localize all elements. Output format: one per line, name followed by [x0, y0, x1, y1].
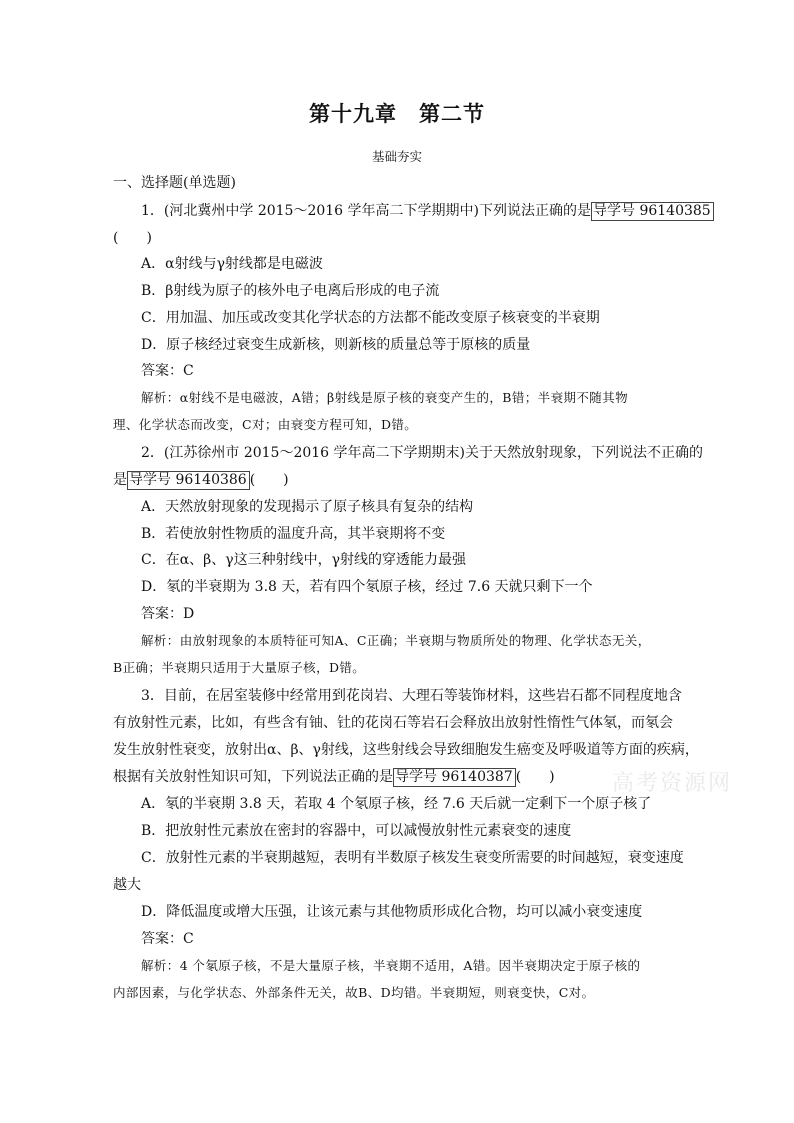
section-heading: 一、选择题(单选题): [113, 175, 236, 191]
question-3-stem-cont: 根据有关放射性知识可知，下列说法正确的是 导学号 96140387 ( ): [113, 769, 555, 785]
answer: 答案：C: [141, 931, 194, 947]
answer: 答案：C: [141, 363, 194, 379]
option: B．若使放射性物质的温度升高，其半衰期将不变: [141, 526, 446, 542]
option: D．氡的半衰期为 3.8 天，若有四个氡原子核，经过 7.6 天就只剩下一个: [141, 579, 593, 595]
option: D．降低温度或增大压强，让该元素与其他物质形成化合物，均可以减小衰变速度: [141, 904, 643, 920]
option: B．把放射性元素放在密封的容器中，可以减慢放射性元素衰变的速度: [141, 823, 572, 839]
option: A．氡的半衰期 3.8 天，若取 4 个氡原子核，经 7.6 天后就一定剩下一个原子核了: [141, 796, 652, 812]
question-1-stem: 1．(河北冀州中学 2015～2016 学年高二下学期期中)下列说法正确的是 导学号 96140385: [141, 203, 714, 219]
explanation: 解析：由放射现象的本质特征可知A、C正确；半衰期与物质所处的物理、化学状态无关，: [141, 633, 651, 648]
explanation: B正确；半衰期只适用于大量原子核，D错。: [113, 660, 366, 675]
explanation: 解析：4 个氡原子核，不是大量原子核，半衰期不适用，A错。因半衰期决定于原子核的: [141, 958, 641, 973]
option-cont: 越大: [113, 877, 141, 893]
option: D．原子核经过衰变生成新核，则新核的质量总等于原核的质量: [141, 337, 531, 353]
watermark: 高考资源网: [612, 771, 733, 796]
question-3-stem-cont: 发生放射性衰变，放射出α、β、γ射线，这些射线会导致细胞发生癌变及呼吸道等方面的疾病，: [113, 742, 699, 758]
page-title: 第十九章 第二节: [309, 101, 485, 126]
guide-number-tag: 导学号 96140386: [127, 471, 250, 490]
option: C．放射性元素的半衰期越短，表明有半数原子核发生衰变所需要的时间越短，衰变速度: [141, 850, 684, 866]
option: A．α射线与γ射线都是电磁波: [141, 256, 323, 272]
explanation: 理、化学状态而改变，C对；由衰变方程可知，D错。: [113, 417, 418, 432]
question-3-stem: 3．目前，在居室装修中经常用到花岗岩、大理石等装饰材料，这些岩石都不同程度地含: [141, 688, 682, 704]
explanation: 解析：α射线不是电磁波，A错；β射线是原子核的衰变产生的，B错；半衰期不随其物: [141, 390, 628, 405]
guide-number-tag: 导学号 96140387: [393, 768, 516, 787]
option: C．用加温、加压或改变其化学状态的方法都不能改变原子核衰变的半衰期: [141, 310, 600, 326]
guide-number-tag: 导学号 96140385: [591, 202, 714, 221]
option: C．在α、β、γ这三种射线中，γ射线的穿透能力最强: [141, 552, 466, 568]
question-2-stem-cont: 是 导学号 96140386 ( ): [113, 472, 289, 488]
section-subtitle: 基础夯实: [371, 149, 422, 164]
question-3-stem-cont: 有放射性元素，比如，有些含有铀、钍的花岗石等岩石会释放出放射性惰性气体氡，而氡会: [113, 715, 673, 731]
answer: 答案：D: [141, 606, 195, 622]
option: B．β射线为原子的核外电子电离后形成的电子流: [141, 283, 440, 299]
option: A．天然放射现象的发现揭示了原子核具有复杂的结构: [141, 499, 474, 515]
question-1-blank: ( ): [113, 230, 152, 246]
explanation: 内部因素，与化学状态、外部条件无关，故B、D均错。半衰期短，则衰变快，C对。: [113, 985, 595, 1000]
question-2-stem: 2．(江苏徐州市 2015～2016 学年高二下学期期末)关于天然放射现象，下列说法不正确的: [141, 445, 703, 461]
